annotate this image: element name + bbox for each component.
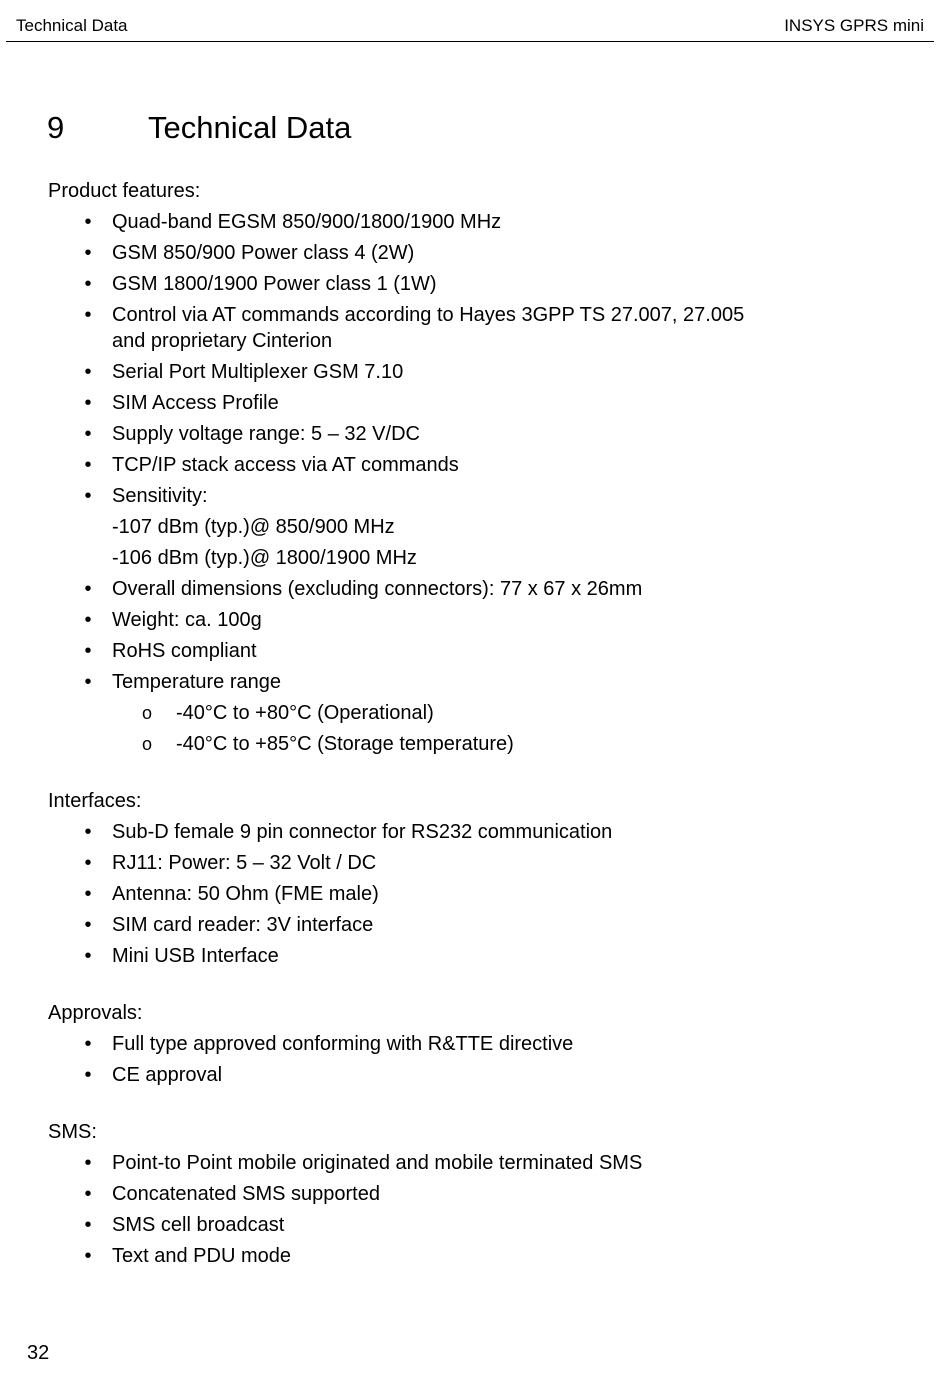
section-approvals <box>48 1000 908 1088</box>
list-item-text: SIM card reader: 3V interface <box>112 914 374 936</box>
bullet-icon: • <box>84 821 92 843</box>
list-item-sensitivity <box>48 483 908 571</box>
bullet-icon: • <box>84 609 92 631</box>
header-section-title: Technical Data <box>16 16 128 35</box>
list-item <box>48 1243 908 1269</box>
list-item-text: TCP/IP stack access via AT commands <box>112 454 459 476</box>
list-item-text: Text and PDU mode <box>112 1245 291 1267</box>
bullet-icon: • <box>84 1214 92 1236</box>
list-item <box>48 240 908 266</box>
list-item <box>48 1150 908 1176</box>
list-item <box>48 576 908 602</box>
bullet-icon: • <box>84 578 92 600</box>
list-item-text: Quad-band EGSM 850/900/1800/1900 MHz <box>112 211 502 233</box>
bullet-icon: • <box>84 945 92 967</box>
bullet-icon: • <box>84 392 92 414</box>
section-heading: Approvals: <box>48 1002 143 1024</box>
circle-bullet-icon: o <box>142 734 153 754</box>
list-item <box>48 881 908 907</box>
list-item-text: SIM Access Profile <box>112 392 279 414</box>
list-item <box>48 452 908 478</box>
list-item-text: GSM 850/900 Power class 4 (2W) <box>112 242 415 264</box>
bullet-icon: • <box>84 640 92 662</box>
page-header <box>6 0 934 42</box>
approvals-list <box>48 1031 908 1088</box>
list-item-text: Antenna: 50 Ohm (FME male) <box>112 883 379 905</box>
chapter-number: 9 <box>47 110 65 145</box>
sub-list-item-text: -40°C to +80°C (Operational) <box>176 702 434 724</box>
list-item-text: Overall dimensions (excluding connectors): 77 x 67 x 26mm <box>112 578 643 600</box>
sms-list <box>48 1150 908 1269</box>
bullet-icon: • <box>84 304 92 326</box>
bullet-icon: • <box>84 671 92 693</box>
product-features-list <box>48 209 908 757</box>
bullet-icon: • <box>84 1152 92 1174</box>
list-item-text: Sub-D female 9 pin connector for RS232 communication <box>112 821 613 843</box>
bullet-icon: • <box>84 273 92 295</box>
header-product-name: INSYS GPRS mini <box>784 16 924 35</box>
bullet-icon: • <box>84 454 92 476</box>
page-number: 32 <box>27 1342 50 1364</box>
circle-bullet-icon: o <box>142 703 153 723</box>
bullet-icon: • <box>84 1033 92 1055</box>
bullet-icon: • <box>84 423 92 445</box>
sensitivity-value: -107 dBm (typ.)@ 850/900 MHz <box>112 516 395 538</box>
list-item-text: Point-to Point mobile originated and mobile terminated SMS <box>112 1152 643 1174</box>
list-item <box>48 1031 908 1057</box>
list-item <box>48 209 908 235</box>
list-item-text: GSM 1800/1900 Power class 1 (1W) <box>112 273 437 295</box>
temperature-label: Temperature range <box>112 671 281 693</box>
chapter-title <box>47 110 351 146</box>
section-sms <box>48 1119 908 1269</box>
list-item <box>48 421 908 447</box>
list-item <box>48 271 908 297</box>
bullet-icon: • <box>84 852 92 874</box>
section-heading: Product features: <box>48 180 201 202</box>
list-item-text: RJ11: Power: 5 – 32 Volt / DC <box>112 852 377 874</box>
section-product-features <box>48 178 908 757</box>
list-item <box>48 850 908 876</box>
list-item <box>48 359 908 385</box>
section-interfaces <box>48 788 908 969</box>
list-item-text: Supply voltage range: 5 – 32 V/DC <box>112 423 420 445</box>
bullet-icon: • <box>84 361 92 383</box>
sensitivity-label: Sensitivity: <box>112 485 208 507</box>
list-item-text: Control via AT commands according to Hayes 3GPP TS 27.007, 27.005 and proprietary Cinterion <box>112 304 745 352</box>
list-item-text: Mini USB Interface <box>112 945 279 967</box>
list-item <box>48 302 762 354</box>
document-body <box>48 178 908 1300</box>
bullet-icon: • <box>84 1245 92 1267</box>
list-item <box>48 1062 908 1088</box>
bullet-icon: • <box>84 1064 92 1086</box>
bullet-icon: • <box>84 1183 92 1205</box>
list-item <box>48 819 908 845</box>
bullet-icon: • <box>84 485 92 507</box>
list-item <box>48 638 908 664</box>
list-item-text: CE approval <box>112 1064 223 1086</box>
bullet-icon: • <box>84 211 92 233</box>
list-item-text: SMS cell broadcast <box>112 1214 285 1236</box>
section-heading: SMS: <box>48 1121 97 1143</box>
list-item <box>48 607 908 633</box>
list-item-text: Full type approved conforming with R&TTE directive <box>112 1033 574 1055</box>
list-item <box>48 912 908 938</box>
sensitivity-value: -106 dBm (typ.)@ 1800/1900 MHz <box>112 547 417 569</box>
list-item-text: RoHS compliant <box>112 640 257 662</box>
temperature-sub-list <box>112 700 908 757</box>
sub-list-item <box>112 731 908 757</box>
chapter-title-text: Technical Data <box>148 110 352 145</box>
list-item-text: Serial Port Multiplexer GSM 7.10 <box>112 361 404 383</box>
section-heading: Interfaces: <box>48 790 142 812</box>
interfaces-list <box>48 819 908 969</box>
list-item <box>48 1212 908 1238</box>
sub-list-item <box>112 700 908 726</box>
list-item <box>48 943 908 969</box>
list-item-text: Concatenated SMS supported <box>112 1183 380 1205</box>
list-item-text: Weight: ca. 100g <box>112 609 262 631</box>
bullet-icon: • <box>84 914 92 936</box>
list-item-temperature <box>48 669 908 757</box>
list-item <box>48 390 908 416</box>
sub-list-item-text: -40°C to +85°C (Storage temperature) <box>176 733 514 755</box>
bullet-icon: • <box>84 242 92 264</box>
list-item <box>48 1181 908 1207</box>
bullet-icon: • <box>84 883 92 905</box>
